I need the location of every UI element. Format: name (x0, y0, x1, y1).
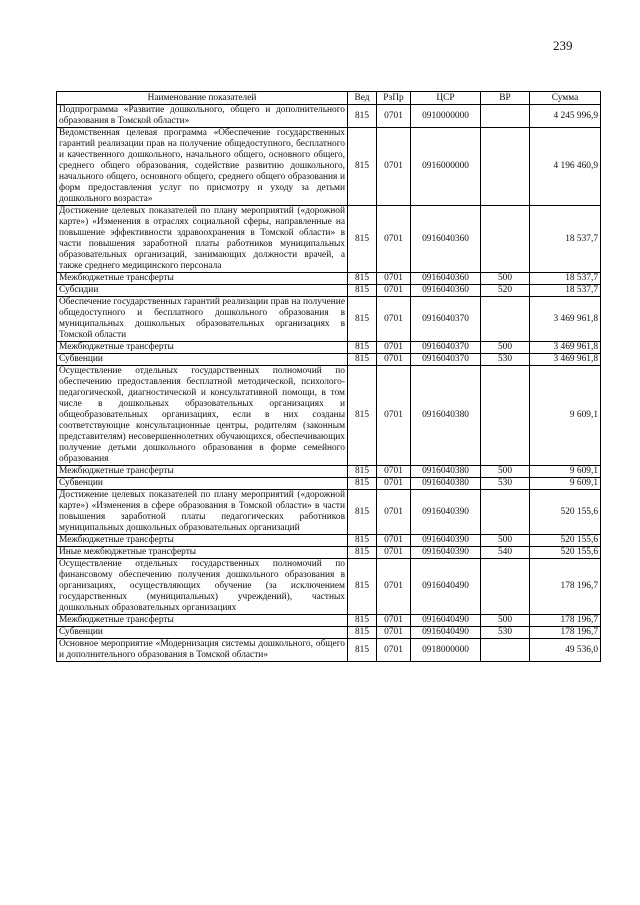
table-row (57, 547, 601, 559)
cell-sum: 9 609,1 (530, 466, 601, 478)
cell-name: Субвенции (57, 354, 348, 366)
cell-rzpr: 0701 (377, 285, 411, 297)
table-row (57, 615, 601, 627)
cell-sum: 520 155,6 (530, 535, 601, 547)
cell-ved: 815 (348, 615, 377, 627)
cell-ved: 815 (348, 535, 377, 547)
header-ved: Вед (348, 92, 377, 105)
cell-vr (481, 559, 530, 615)
cell-sum: 3 469 961,8 (530, 342, 601, 354)
cell-name: Межбюджетные трансферты (57, 342, 348, 354)
cell-ved: 815 (348, 639, 377, 662)
cell-sum: 4 196 460,9 (530, 128, 601, 206)
table-row (57, 627, 601, 639)
cell-ved: 815 (348, 366, 377, 466)
cell-csr: 0916040390 (411, 490, 481, 535)
cell-sum: 9 609,1 (530, 478, 601, 490)
cell-name: Осуществление отдельных государственных полномочий по обеспечению предоставления бесплатной методической, психолого-педагогической, диагностической и консультативной помощи, в том числе в дошкольных образовательных организациях и общеобразовательных организациях, если в них созданы соответствующие консультационные центры, родителям (законным представителям) несовершеннолетних обучающихся, обеспечивающих получение детьми дошкольного образования в форме семейного образования (57, 366, 348, 466)
cell-csr: 0918000000 (411, 639, 481, 662)
cell-vr: 530 (481, 354, 530, 366)
header-csr: ЦСР (411, 92, 481, 105)
cell-ved: 815 (348, 128, 377, 206)
cell-vr: 520 (481, 285, 530, 297)
cell-name: Межбюджетные трансферты (57, 273, 348, 285)
cell-sum: 18 537,7 (530, 285, 601, 297)
cell-rzpr: 0701 (377, 366, 411, 466)
cell-name: Осуществление отдельных государственных полномочий по финансовому обеспечению получения дошкольного образования в организациях, осуществляющих обучение (за исключением государственных (муниципальных) учреждений), частных дошкольных образовательных организациях (57, 559, 348, 615)
table-row (57, 478, 601, 490)
cell-csr: 0916040380 (411, 478, 481, 490)
cell-rzpr: 0701 (377, 342, 411, 354)
cell-vr: 530 (481, 478, 530, 490)
cell-name: Подпрограмма «Развитие дошкольного, общего и дополнительного образования в Томской области» (57, 105, 348, 128)
cell-rzpr: 0701 (377, 297, 411, 342)
cell-ved: 815 (348, 297, 377, 342)
table-row (57, 128, 601, 206)
cell-vr (481, 206, 530, 273)
table-row (57, 297, 601, 342)
cell-rzpr: 0701 (377, 547, 411, 559)
cell-sum: 178 196,7 (530, 559, 601, 615)
cell-rzpr: 0701 (377, 128, 411, 206)
budget-table (56, 91, 601, 662)
cell-vr: 500 (481, 535, 530, 547)
cell-sum: 3 469 961,8 (530, 354, 601, 366)
cell-csr: 0916040490 (411, 627, 481, 639)
cell-sum: 18 537,7 (530, 206, 601, 273)
cell-ved: 815 (348, 627, 377, 639)
cell-name: Субвенции (57, 627, 348, 639)
cell-vr (481, 105, 530, 128)
cell-ved: 815 (348, 547, 377, 559)
cell-csr: 0916040390 (411, 547, 481, 559)
table-row (57, 105, 601, 128)
cell-csr: 0916040370 (411, 342, 481, 354)
cell-ved: 815 (348, 285, 377, 297)
cell-ved: 815 (348, 206, 377, 273)
cell-name: Субсидии (57, 285, 348, 297)
cell-name: Иные межбюджетные трансферты (57, 547, 348, 559)
header-sum: Сумма (530, 92, 601, 105)
table-row (57, 273, 601, 285)
header-name: Наименование показателей (57, 92, 348, 105)
cell-sum: 520 155,6 (530, 490, 601, 535)
cell-rzpr: 0701 (377, 627, 411, 639)
cell-ved: 815 (348, 490, 377, 535)
cell-rzpr: 0701 (377, 615, 411, 627)
header-rzpr: РзПр (377, 92, 411, 105)
table-row (57, 490, 601, 535)
cell-vr: 500 (481, 466, 530, 478)
cell-csr: 0916040380 (411, 366, 481, 466)
cell-ved: 815 (348, 466, 377, 478)
cell-rzpr: 0701 (377, 639, 411, 662)
cell-vr (481, 639, 530, 662)
cell-ved: 815 (348, 342, 377, 354)
cell-csr: 0916040490 (411, 615, 481, 627)
cell-ved: 815 (348, 105, 377, 128)
cell-ved: 815 (348, 559, 377, 615)
cell-csr: 0916000000 (411, 128, 481, 206)
cell-sum: 4 245 996,9 (530, 105, 601, 128)
cell-ved: 815 (348, 354, 377, 366)
cell-sum: 178 196,7 (530, 615, 601, 627)
cell-rzpr: 0701 (377, 478, 411, 490)
cell-rzpr: 0701 (377, 490, 411, 535)
cell-vr (481, 128, 530, 206)
cell-vr: 530 (481, 627, 530, 639)
cell-ved: 815 (348, 273, 377, 285)
cell-csr: 0910000000 (411, 105, 481, 128)
cell-ved: 815 (348, 478, 377, 490)
cell-rzpr: 0701 (377, 273, 411, 285)
cell-csr: 0916040370 (411, 297, 481, 342)
cell-rzpr: 0701 (377, 354, 411, 366)
cell-csr: 0916040370 (411, 354, 481, 366)
table-row (57, 559, 601, 615)
cell-vr (481, 297, 530, 342)
cell-vr: 540 (481, 547, 530, 559)
cell-sum: 3 469 961,8 (530, 297, 601, 342)
table-header-row (57, 92, 601, 105)
cell-rzpr: 0701 (377, 466, 411, 478)
cell-sum: 178 196,7 (530, 627, 601, 639)
cell-csr: 0916040490 (411, 559, 481, 615)
cell-name: Основное мероприятие «Модернизация системы дошкольного, общего и дополнительного образования в Томской области» (57, 639, 348, 662)
cell-vr: 500 (481, 273, 530, 285)
cell-rzpr: 0701 (377, 206, 411, 273)
table-row (57, 285, 601, 297)
header-vr: ВР (481, 92, 530, 105)
cell-vr (481, 490, 530, 535)
cell-csr: 0916040360 (411, 206, 481, 273)
cell-name: Межбюджетные трансферты (57, 466, 348, 478)
table-row (57, 354, 601, 366)
cell-rzpr: 0701 (377, 105, 411, 128)
cell-csr: 0916040390 (411, 535, 481, 547)
cell-rzpr: 0701 (377, 559, 411, 615)
table-row (57, 466, 601, 478)
cell-name: Достижение целевых показателей по плану мероприятий («дорожной карте») «Изменения в отраслях социальной сферы, направленные на повышение эффективности здравоохранения в Томской области» в части повышения заработной платы работников муниципальных образовательных организаций, занимающих должности врачей, а также среднего медицинского персонала (57, 206, 348, 273)
page-number: 239 (553, 38, 573, 53)
cell-vr: 500 (481, 342, 530, 354)
cell-name: Ведомственная целевая программа «Обеспечение государственных гарантий реализации прав на получение общедоступного, бесплатного и качественного дошкольного, начального общего, основного общего, среднего общего образования, содействие развитию дошкольного, начального общего, основного общего, среднего общего образования и форм предоставления услуг по присмотру и уходу за детьми дошкольного возраста» (57, 128, 348, 206)
table-row (57, 366, 601, 466)
table-row (57, 206, 601, 273)
cell-sum: 520 155,6 (530, 547, 601, 559)
cell-name: Обеспечение государственных гарантий реализации прав на получение общедоступного и бесплатного дошкольного образования в муниципальных дошкольных образовательных организациях в Томской области (57, 297, 348, 342)
cell-sum: 9 609,1 (530, 366, 601, 466)
cell-sum: 49 536,0 (530, 639, 601, 662)
table-row (57, 639, 601, 662)
table-row (57, 535, 601, 547)
cell-name: Межбюджетные трансферты (57, 535, 348, 547)
cell-csr: 0916040380 (411, 466, 481, 478)
cell-csr: 0916040360 (411, 273, 481, 285)
cell-name: Достижение целевых показателей по плану мероприятий («дорожной карте») «Изменения в сфере образования в Томской области» в части повышения заработной платы педагогических работников муниципальных дошкольных образовательных организаций (57, 490, 348, 535)
cell-rzpr: 0701 (377, 535, 411, 547)
cell-vr: 500 (481, 615, 530, 627)
cell-name: Субвенции (57, 478, 348, 490)
cell-vr (481, 366, 530, 466)
cell-sum: 18 537,7 (530, 273, 601, 285)
cell-name: Межбюджетные трансферты (57, 615, 348, 627)
cell-csr: 0916040360 (411, 285, 481, 297)
table-row (57, 342, 601, 354)
